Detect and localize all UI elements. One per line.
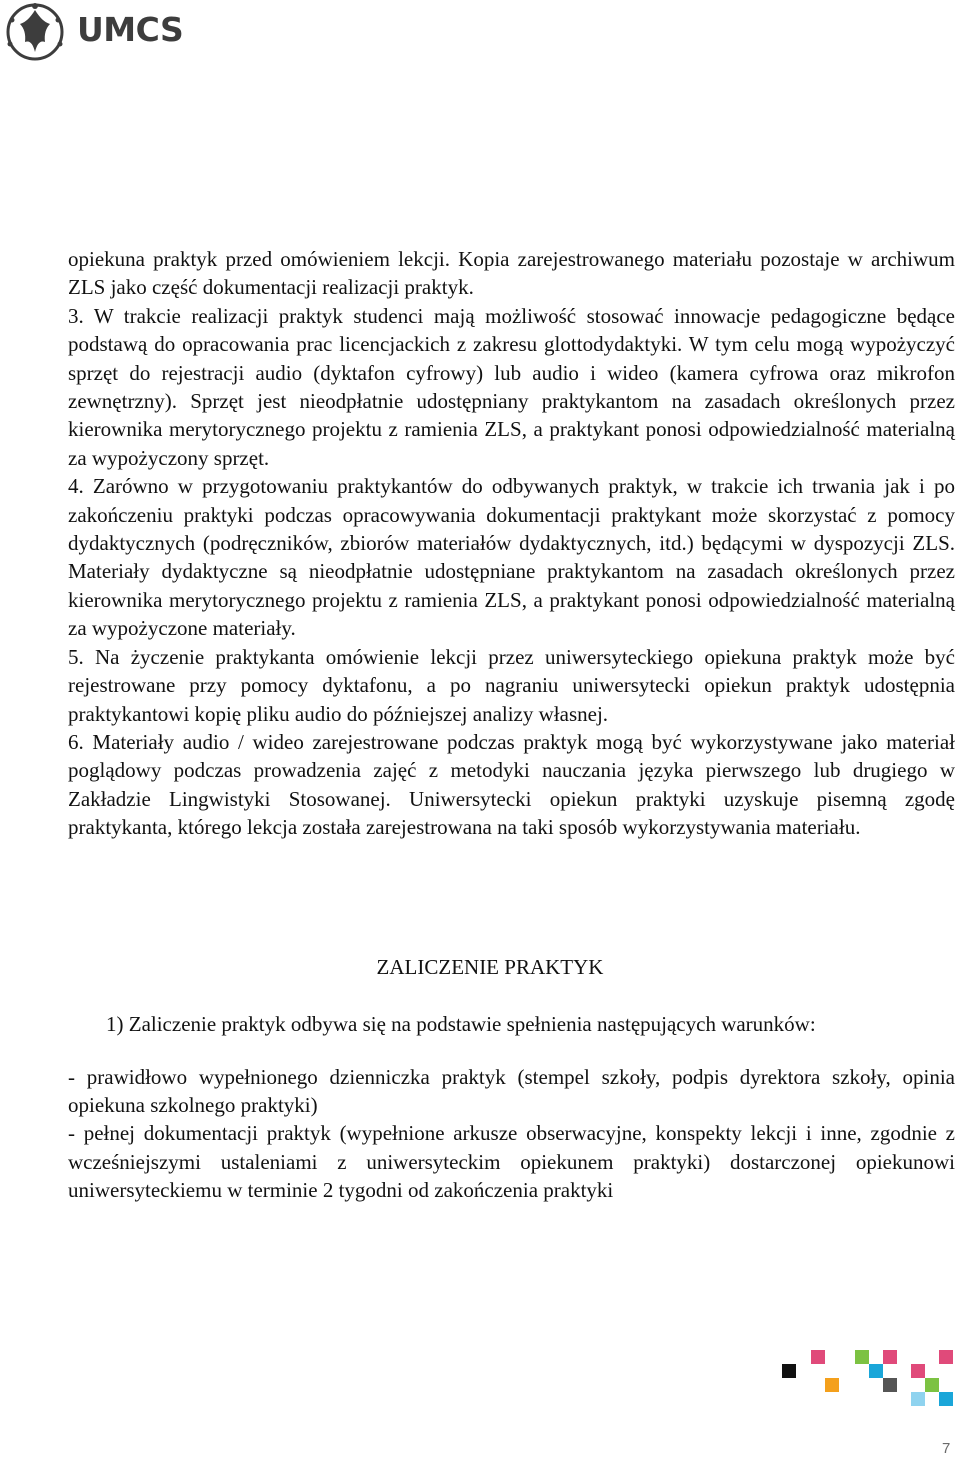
list-item: - pełnej dokumentacji praktyk (wypełnione arkusze obserwacyjne, konspekty lekcji i inne, zgodnie z wcześniejszymi ustaleniami z uniwersyteckim opiekunem praktyki) dostarczonej opiekunowi uniwersyteckiemu w terminie 2 tygodni od zakończenia praktyki	[68, 1121, 955, 1202]
paragraph-item-6: 6. Materiały audio / wideo zarejestrowane podczas praktyk mogą być wykorzystywane jako materiał poglądowy podczas prowadzenia zajęć z metodyki nauczania języka pierwszego lub drugiego w Zakładzie Lingwistyki Stosowanej. Uniwersytecki opiekun praktyki uzyskuje pisemną zgodę praktykanta, którego lekcja została zarejestrowana na taki sposób wykorzystywania materiału.	[68, 729, 955, 840]
umcs-logo	[0, 0, 184, 64]
pixel-square	[939, 1392, 953, 1406]
condition-item-1: 1) Zaliczenie praktyk odbywa się na podstawie spełnienia następujących warunków:	[106, 1012, 816, 1036]
pixel-square	[911, 1392, 925, 1406]
page-number: 7	[942, 1440, 951, 1457]
logo-text: UMCS	[77, 10, 184, 49]
decorative-pixel-squares	[770, 1340, 960, 1420]
pixel-square	[782, 1364, 796, 1378]
pixel-square	[869, 1364, 883, 1378]
paragraph-item-4: 4. Zarówno w przygotowaniu praktykantów do odbywanych praktyk, w trakcie ich trwania jak i po zakończeniu praktyki podczas opracowywania dokumentacji praktykant może skorzystać z pomocy dydaktycznych (podręczników, zbiorów materiałów dydaktycznych, itd.) będącymi w dyspozycji ZLS. Materiały dydaktyczne są nieodpłatnie udostępniane praktykantom na zasadach określonych przez kierownika merytorycznego projektu z ramienia ZLS, a praktykant ponosi odpowiedzialność materialną za wypożyczone materiały.	[68, 474, 955, 641]
pixel-square	[811, 1350, 825, 1364]
document-body	[68, 245, 955, 842]
pixel-square	[855, 1350, 869, 1364]
list-item: - prawidłowo wypełnionego dzienniczka praktyk (stempel szkoły, podpis dyrektora szkoły, opinia opiekuna szkolnego praktyki)	[68, 1065, 955, 1118]
pixel-square	[925, 1378, 939, 1392]
pixel-square	[825, 1378, 839, 1392]
umcs-emblem-icon	[0, 0, 70, 64]
paragraph-continuation: opiekuna praktyk przed omówieniem lekcji. Kopia zarejestrowanego materiału pozostaje w archiwum ZLS jako część dokumentacji realizacji praktyk.	[68, 247, 955, 300]
pixel-square	[883, 1378, 897, 1392]
paragraph-item-5: 5. Na życzenie praktykanta omówienie lekcji przez uniwersyteckiego opiekuna praktyk może być rejestrowane przy pomocy dyktafonu, a po nagraniu uniwersytecki opiekun praktyk udostępnia praktykantowi kopię pliku audio do późniejszej analizy własnej.	[68, 644, 955, 726]
pixel-square	[911, 1364, 925, 1378]
pixel-square	[883, 1350, 897, 1364]
condition-list	[68, 1063, 955, 1204]
paragraph-item-3: 3. W trakcie realizacji praktyk studenci mają możliwość stosować innowacje pedagogiczne będące podstawą do opracowania prac licencjackich z zakresu glottodydaktyki. W tym celu mogą wypożyczyć sprzęt do rejestracji audio (dyktafon cyfrowy) lub audio i wideo (kamera cyfrowa oraz mikrofon zewnętrzny). Sprzęt jest nieodpłatnie udostępniany praktykantom na zasadach określonych przez kierownika merytorycznego projektu z ramienia ZLS, a praktykant ponosi odpowiedzialność materialną za wypożyczony sprzęt.	[68, 303, 955, 470]
section-heading: ZALICZENIE PRAKTYK	[376, 955, 604, 979]
pixel-square	[939, 1350, 953, 1364]
